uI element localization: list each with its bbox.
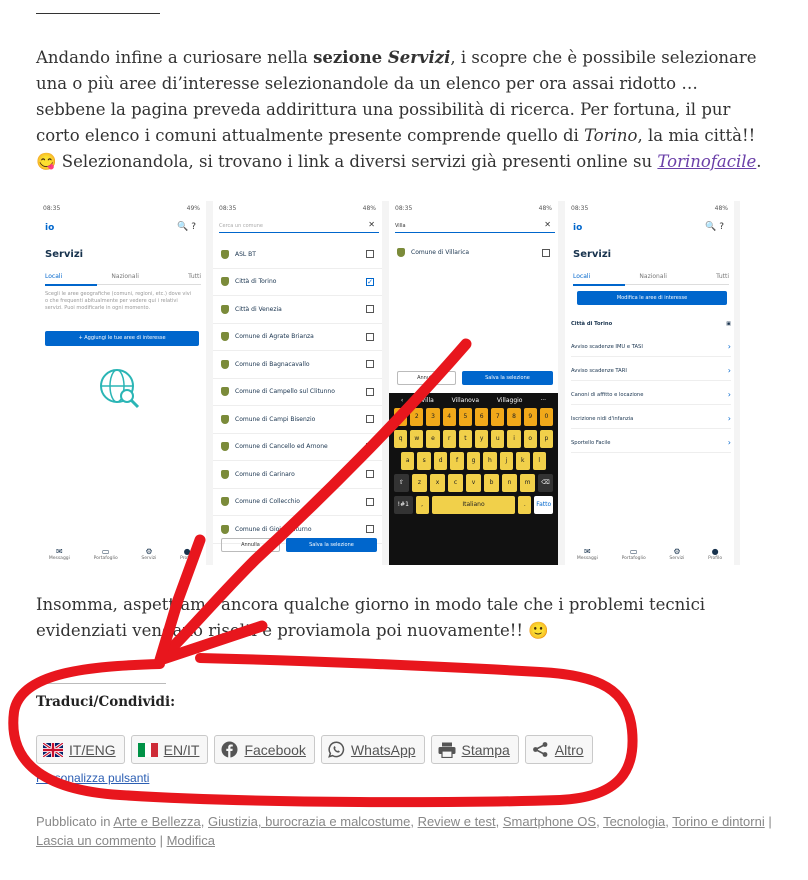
key: y bbox=[475, 430, 488, 448]
checkbox bbox=[366, 525, 374, 533]
service-item: Canoni di affitto e locazione › bbox=[571, 392, 731, 405]
key: e bbox=[426, 430, 439, 448]
print-button[interactable]: Stampa bbox=[431, 735, 519, 764]
key: 7 bbox=[491, 408, 504, 426]
uk-flag-icon bbox=[43, 743, 63, 757]
key: k bbox=[516, 452, 529, 470]
key: i bbox=[507, 430, 520, 448]
coat-of-arms-icon bbox=[221, 415, 229, 424]
leave-comment-link[interactable]: Lascia un commento bbox=[36, 833, 156, 848]
service-item: Iscrizione nidi d'infanzia › bbox=[571, 416, 731, 429]
key: r bbox=[443, 430, 456, 448]
share-buttons bbox=[36, 735, 593, 764]
service-item: Avviso scadenze IMU e TASI › bbox=[571, 344, 731, 357]
comune-item: ASL BT bbox=[213, 241, 382, 269]
key: u bbox=[491, 430, 504, 448]
key: 9 bbox=[524, 408, 537, 426]
add-areas-button: + Aggiungi le tue aree di interesse bbox=[45, 331, 199, 346]
article-paragraph-1: Andando infine a curiosare nella sezione Servizi, i scopre che è possibile selezionare una o più aree di’interesse selezionandole da un elenco per ora assai ridotto … sebbene la pagina preveda addirittura una possibilità di ricerca. Per fortuna, il pur corto elenco i comuni attualmente presente comprende quello di Torino, la mia città!! 😋 Selezionandola, si trovano i link a diversi servizi già presenti online su Torinofacile. bbox=[36, 48, 762, 171]
facebook-icon bbox=[221, 741, 238, 758]
comune-item: Comune di Carinaro bbox=[213, 461, 382, 489]
edit-post-link[interactable]: Modifica bbox=[166, 833, 215, 848]
key: v bbox=[466, 474, 481, 492]
comune-item: Comune di Gioia Volturno bbox=[213, 516, 382, 544]
key: w bbox=[410, 430, 423, 448]
checkbox bbox=[366, 305, 374, 313]
screenshot-servizi-torino: 08:35 48% io 🔍 ? Servizi Locali Nazionali Tutti Modifica le aree di interesse Città di Torino ▣ Avviso scadenze IMU e TASI › Avviso scadenze TARI › Canoni di affitto e locazione › Iscrizione nidi d'infanzia › Sportello Facile › ✉ Messaggi ▭ Portafoglio ⚙ Servizi ● Profilo bbox=[565, 201, 737, 565]
screen-hint-text: Scegli le aree geografiche (comuni, regioni, etc.) dove vivi o che frequenti abitualmente per vedere qui i relativi servizi. Puoi modificarle in ogni momento. bbox=[45, 291, 192, 311]
screenshot-search-keyboard: 08:35 48% Villa ✕ Comune di Villarica Annulla Salva la selezione ‹ Villa Villanova Villaggio ··· 1 2 3 4 5 6 7 8 9 0 q w e r t y u i o p a s d f g h j k l ⇧ z x c v b n m ⌫ !#1 , Italiano . Fatto bbox=[389, 201, 561, 565]
key: h bbox=[483, 452, 496, 470]
category-link[interactable]: Tecnologia bbox=[603, 814, 666, 829]
key: t bbox=[459, 430, 472, 448]
coat-of-arms-icon bbox=[221, 277, 229, 286]
key: f bbox=[450, 452, 463, 470]
translate-en-it-button[interactable]: EN/IT bbox=[131, 735, 209, 764]
key: c bbox=[448, 474, 463, 492]
facebook-share-button[interactable]: Facebook bbox=[214, 735, 314, 764]
comune-item: Comune di Cancello ed Arnone bbox=[213, 434, 382, 462]
key: 3 bbox=[426, 408, 439, 426]
key: b bbox=[484, 474, 499, 492]
comune-item: Città di Venezia bbox=[213, 296, 382, 324]
comune-item: Comune di Campi Bisenzio bbox=[213, 406, 382, 434]
coat-of-arms-icon bbox=[221, 332, 229, 341]
globe-search-icon bbox=[97, 366, 143, 412]
key: q bbox=[394, 430, 407, 448]
screenshot-comuni-list: 08:35 48% Cerca un comune ✕ ASL BT Città di Torino ✓ Città di Venezia Comune di Agrate Brianza Comune di Bagnacavallo Comune di Campello sul Clitunno Comune di Campi Bisenzio Comune di Cancello ed Arnone Comune di Carinaro Comune di Collecchio Comune di Gioia Volturno Annulla Salva la selezione bbox=[213, 201, 385, 565]
checkbox bbox=[366, 415, 374, 423]
comune-item: Comune di Bagnacavallo bbox=[213, 351, 382, 379]
comune-list bbox=[213, 241, 382, 544]
checkbox: ✓ bbox=[367, 277, 373, 286]
coat-of-arms-icon bbox=[221, 470, 229, 479]
comune-search-field: Villa ✕ bbox=[395, 221, 555, 233]
checkbox bbox=[366, 470, 374, 478]
more-share-button[interactable]: Altro bbox=[525, 735, 593, 764]
share-divider bbox=[36, 683, 166, 684]
key: s bbox=[417, 452, 430, 470]
virtual-keyboard: ‹ Villa Villanova Villaggio ··· 1 2 3 4 5 6 7 8 9 0 q w e r t y u i o p a s d f g h j k l ⇧ z x c v b n m ⌫ !#1 , Italiano . Fatto bbox=[389, 393, 558, 565]
category-link[interactable]: Review e test bbox=[417, 814, 496, 829]
search-help-icons: 🔍 ? bbox=[177, 222, 196, 232]
comune-search-field: Cerca un comune ✕ bbox=[219, 221, 379, 233]
key: n bbox=[502, 474, 517, 492]
customize-buttons-link[interactable]: Personalizza pulsanti bbox=[36, 771, 150, 785]
key: 0 bbox=[540, 408, 553, 426]
category-link[interactable]: Arte e Bellezza bbox=[113, 814, 201, 829]
category-link[interactable]: Torino e dintorni bbox=[672, 814, 765, 829]
post-footer: Pubblicato in Arte e Bellezza, Giustizia, burocrazia e malcostume, Review e test, Smartphone OS, Tecnologia, Torino e dintorni | Lascia un commento | Modifica bbox=[36, 814, 772, 848]
whatsapp-icon bbox=[328, 741, 345, 758]
share-title: Traduci/Condividi: bbox=[36, 694, 176, 710]
coat-of-arms-icon bbox=[221, 360, 229, 369]
article-paragraph-2: Insomma, aspettiamo ancora qualche giorno in modo tale che i problemi tecnici evidenziati vengano risolti e proviamola poi nuovamente!! 🙂 bbox=[36, 595, 706, 640]
printer-icon bbox=[438, 742, 456, 758]
whatsapp-share-button[interactable]: WhatsApp bbox=[321, 735, 425, 764]
key: j bbox=[500, 452, 513, 470]
key: d bbox=[434, 452, 447, 470]
key: m bbox=[520, 474, 535, 492]
key: a bbox=[401, 452, 414, 470]
coat-of-arms-icon bbox=[221, 250, 229, 259]
share-icon bbox=[532, 741, 549, 758]
key: p bbox=[540, 430, 553, 448]
service-item: Sportello Facile › bbox=[571, 440, 731, 453]
key: g bbox=[467, 452, 480, 470]
divider bbox=[36, 13, 160, 14]
checkbox bbox=[366, 250, 374, 258]
checkbox bbox=[366, 333, 374, 341]
comune-item: Comune di Campello sul Clitunno bbox=[213, 379, 382, 407]
checkbox bbox=[366, 443, 374, 451]
key: 6 bbox=[475, 408, 488, 426]
comune-item: Comune di Collecchio bbox=[213, 489, 382, 517]
checkbox bbox=[366, 388, 374, 396]
checkbox bbox=[366, 498, 374, 506]
category-link[interactable]: Giustizia, burocrazia e malcostume bbox=[208, 814, 411, 829]
screen-title: Servizi bbox=[45, 249, 84, 260]
io-logo: io bbox=[45, 223, 55, 233]
app-screenshots-image bbox=[37, 201, 740, 565]
category-link[interactable]: Smartphone OS bbox=[502, 814, 597, 829]
key: 2 bbox=[410, 408, 423, 426]
coat-of-arms-icon bbox=[221, 305, 229, 314]
edit-areas-button: Modifica le aree di interesse bbox=[577, 291, 727, 305]
key: 4 bbox=[443, 408, 456, 426]
key: l bbox=[533, 452, 546, 470]
key: z bbox=[412, 474, 427, 492]
selection-buttons: Annulla Salva la selezione bbox=[221, 538, 377, 552]
comune-item: Comune di Agrate Brianza bbox=[213, 324, 382, 352]
coat-of-arms-icon bbox=[221, 525, 229, 534]
service-item: Avviso scadenze TARI › bbox=[571, 368, 731, 381]
coat-of-arms-icon bbox=[221, 387, 229, 396]
torinofacile-link[interactable]: Torinofacile bbox=[657, 152, 757, 171]
key: x bbox=[430, 474, 445, 492]
translate-it-eng-button[interactable]: IT/ENG bbox=[36, 735, 125, 764]
bottom-nav: ✉ Messaggi ▭ Portafoglio ⚙ Servizi ● Profilo bbox=[48, 547, 195, 561]
coat-of-arms-icon bbox=[221, 442, 229, 451]
key: 5 bbox=[459, 408, 472, 426]
italy-flag-icon bbox=[138, 743, 158, 757]
key: o bbox=[524, 430, 537, 448]
comune-item: Città di Torino ✓ bbox=[213, 269, 382, 297]
key: 8 bbox=[507, 408, 520, 426]
screenshot-servizi-empty: 08:35 49% io 🔍 ? Servizi Locali Nazionali Tutti Scegli le aree geografiche (comuni, regioni, etc.) dove vivi o che frequenti abitualmente per vedere qui i relativi servizi. Puoi modificarle in ogni momento. + Aggiungi le tue aree di interesse ✉ Messaggi ▭ Portafoglio ⚙ Servizi ● Profilo bbox=[37, 201, 209, 565]
coat-of-arms-icon bbox=[221, 497, 229, 506]
screen-tabs: Locali Nazionali Tutti bbox=[45, 273, 201, 285]
checkbox bbox=[366, 360, 374, 368]
key: 1 bbox=[394, 408, 407, 426]
